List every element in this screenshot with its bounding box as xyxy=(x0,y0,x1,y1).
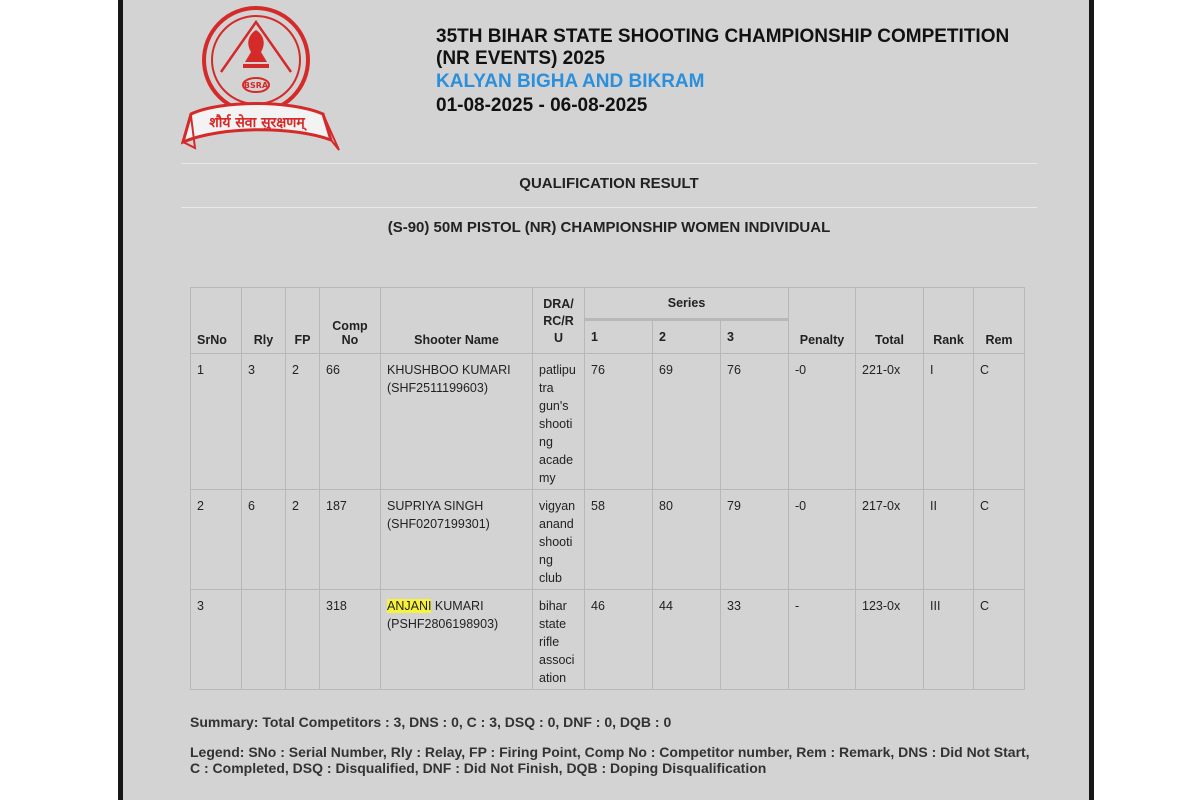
col-header-series: Series xyxy=(585,288,789,320)
cell-shooter xyxy=(381,590,533,690)
cell-firing-point: 2 xyxy=(286,354,320,490)
col-header-comp-no-line2: No xyxy=(341,333,359,347)
col-header-dra-line3: U xyxy=(553,331,564,345)
cell-series-3: 33 xyxy=(721,590,789,690)
cell-comp-no: 66 xyxy=(320,354,381,490)
col-header-series-1: 1 xyxy=(585,320,653,354)
dra-line: ng xyxy=(539,553,553,567)
col-header-series-2: 2 xyxy=(653,320,721,354)
cell-remark: C xyxy=(974,590,1025,690)
dra-line: anand xyxy=(539,517,574,531)
cell-series-1: 46 xyxy=(585,590,653,690)
col-header-rank: Rank xyxy=(924,288,974,354)
cell-firing-point: 2 xyxy=(286,490,320,590)
col-header-dra xyxy=(533,288,585,354)
cell-rank: III xyxy=(924,590,974,690)
result-sheet xyxy=(118,0,1094,800)
shooter-id: (PSHF2806198903) xyxy=(387,617,499,631)
divider xyxy=(181,207,1037,208)
cell-penalty: -0 xyxy=(789,354,856,490)
page-header xyxy=(436,26,1056,118)
cell-series-1: 58 xyxy=(585,490,653,590)
cell-remark: C xyxy=(974,490,1025,590)
dra-line: vigyan xyxy=(539,499,576,513)
dra-line: my xyxy=(539,471,556,485)
col-header-total: Total xyxy=(856,288,924,354)
dra-line: shooti xyxy=(539,535,573,549)
col-header-dra-line1: DRA/ xyxy=(543,297,574,311)
table-row xyxy=(191,354,1025,490)
dra-line: shooti xyxy=(539,417,573,431)
bsra-logo xyxy=(181,2,341,160)
cell-dra xyxy=(533,354,585,490)
col-header-comp-no-line1: Comp xyxy=(332,319,368,333)
col-header-remark: Rem xyxy=(974,288,1025,354)
shooter-id: (SHF0207199301) xyxy=(387,517,490,531)
section-title: QUALIFICATION RESULT xyxy=(519,175,699,192)
dra-line: patlipu xyxy=(539,363,576,377)
col-header-shooter-name: Shooter Name xyxy=(381,288,533,354)
dra-line: rifle xyxy=(539,635,560,649)
col-header-relay: Rly xyxy=(242,288,286,354)
summary: Summary: Total Competitors : 3, DNS : 0, C : 3, DSQ : 0, DNF : 0, DQB : 0 xyxy=(190,714,672,730)
dra-line: ation xyxy=(539,671,567,685)
cell-comp-no: 187 xyxy=(320,490,381,590)
cell-series-3: 79 xyxy=(721,490,789,590)
cell-comp-no: 318 xyxy=(320,590,381,690)
shooter-name-rest: KUMARI xyxy=(431,599,484,613)
dra-line: tra xyxy=(539,381,554,395)
results-table xyxy=(190,287,1025,690)
col-header-dra-line2: RC/R xyxy=(543,314,574,328)
shooter-name: KHUSHBOO KUMARI xyxy=(387,363,511,377)
shooter-id: (SHF2511199603) xyxy=(387,381,488,395)
col-header-firing-point: FP xyxy=(286,288,320,354)
logo-emblem-text: BSRA xyxy=(243,81,269,90)
col-header-series-3: 3 xyxy=(721,320,789,354)
cell-shooter xyxy=(381,354,533,490)
dra-line: acade xyxy=(539,453,574,467)
cell-remark: C xyxy=(974,354,1025,490)
cell-series-2: 69 xyxy=(653,354,721,490)
shooter-name-highlight: ANJANI xyxy=(387,599,432,613)
championship-title-line1: 35TH BIHAR STATE SHOOTING CHAMPIONSHIP COMPETITION xyxy=(436,26,1010,47)
venue: KALYAN BIGHA AND BIKRAM xyxy=(436,71,705,92)
logo-motto: शौर्य सेवा सुरक्षणम् xyxy=(209,115,305,131)
event-title: (S-90) 50M PISTOL (NR) CHAMPIONSHIP WOMEN INDIVIDUAL xyxy=(387,219,831,236)
dra-line: gun's xyxy=(539,399,569,413)
cell-series-3: 76 xyxy=(721,354,789,490)
cell-relay: 6 xyxy=(242,490,286,590)
cell-srno: 3 xyxy=(191,590,242,690)
divider xyxy=(181,163,1037,164)
cell-rank: I xyxy=(924,354,974,490)
dra-line: bihar xyxy=(539,599,567,613)
cell-rank: II xyxy=(924,490,974,590)
cell-dra xyxy=(533,490,585,590)
col-header-srno: SrNo xyxy=(191,288,242,354)
cell-shooter xyxy=(381,490,533,590)
cell-series-2: 80 xyxy=(653,490,721,590)
cell-penalty: -0 xyxy=(789,490,856,590)
col-header-comp-no xyxy=(320,288,381,354)
dra-line: ng xyxy=(539,435,553,449)
cell-series-2: 44 xyxy=(653,590,721,690)
col-header-penalty: Penalty xyxy=(789,288,856,354)
cell-total: 221-0x xyxy=(856,354,924,490)
cell-total: 217-0x xyxy=(856,490,924,590)
dra-line: club xyxy=(539,571,562,585)
cell-penalty: - xyxy=(789,590,856,690)
cell-srno: 1 xyxy=(191,354,242,490)
cell-relay: 3 xyxy=(242,354,286,490)
cell-relay xyxy=(242,590,286,690)
dra-line: associ xyxy=(539,653,575,667)
legend: Legend: SNo : Serial Number, Rly : Relay, FP : Firing Point, Comp No : Competitor number, Rem : Remark, DNS : Did Not Start, C : Completed, DSQ : Disqualified, DNF : Did Not Finish, DQB : Doping Disqualification xyxy=(190,744,1030,776)
championship-title-line2: (NR EVENTS) 2025 xyxy=(436,48,605,69)
cell-series-1: 76 xyxy=(585,354,653,490)
event-dates: 01-08-2025 - 06-08-2025 xyxy=(436,95,648,116)
cell-dra xyxy=(533,590,585,690)
cell-srno: 2 xyxy=(191,490,242,590)
cell-firing-point xyxy=(286,590,320,690)
table-row xyxy=(191,590,1025,690)
dra-line: state xyxy=(539,617,567,631)
shooter-name: SUPRIYA SINGH xyxy=(387,499,484,513)
table-row xyxy=(191,490,1025,590)
cell-total: 123-0x xyxy=(856,590,924,690)
